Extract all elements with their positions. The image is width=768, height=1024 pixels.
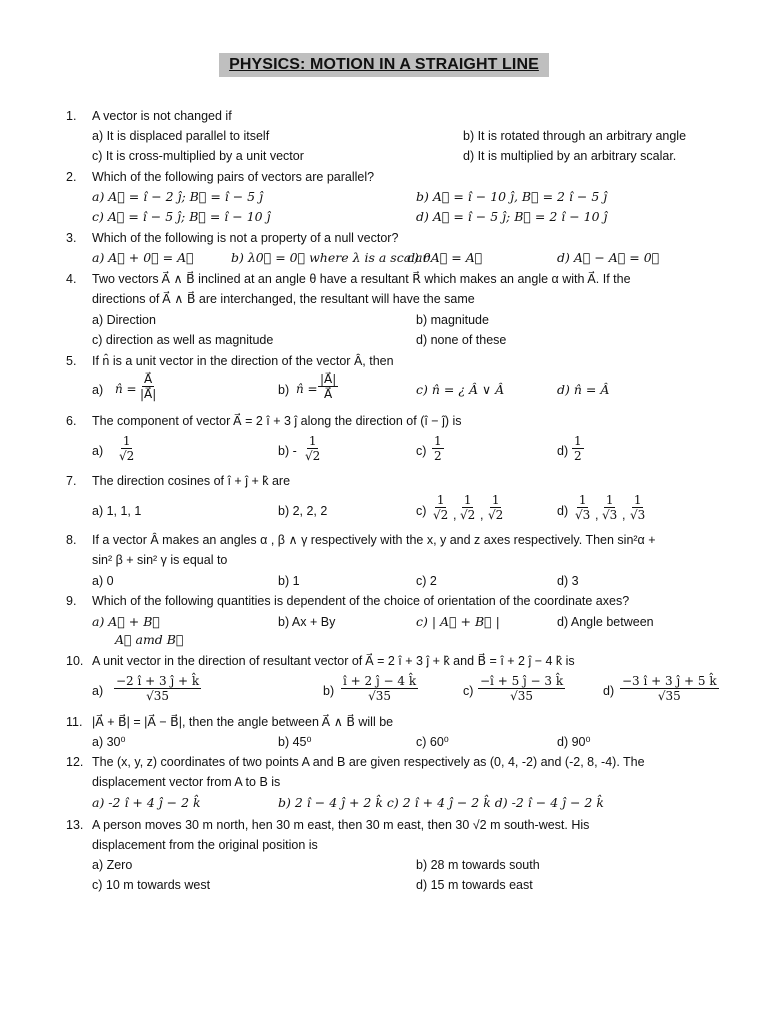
fraction bbox=[620, 674, 719, 703]
option-d: d) It is multiplied by an arbitrary scalar. bbox=[463, 149, 677, 163]
option-a-cont: A⃗ amd B⃗ bbox=[115, 632, 184, 647]
options-row bbox=[0, 310, 768, 330]
question-text: displacement vector from A to B is bbox=[92, 775, 281, 789]
option-d: d) 15 m towards east bbox=[416, 878, 533, 892]
question-1 bbox=[0, 106, 768, 126]
question-8 bbox=[0, 530, 768, 550]
option-b: b) 45⁰ bbox=[278, 735, 312, 749]
option-c: c) 10 m towards west bbox=[92, 878, 211, 892]
question-text: A unit vector in the direction of resultant vector of A⃗ = 2 î + 3 ĵ + k̂ and B⃗ = î + 2 ĵ − 4 k̂ is bbox=[92, 654, 575, 668]
question-number: 13. bbox=[66, 818, 84, 832]
question-text: Which of the following pairs of vectors are parallel? bbox=[92, 170, 375, 184]
question-number: 5. bbox=[66, 354, 77, 368]
option-b-c-d: b) 2 î − 4 ĵ + 2 k̂ c) 2 î + 4 ĵ − 2 k̂ d) -2 î − 4 ĵ − 2 k̂ bbox=[278, 795, 604, 810]
question-text: If n̂ is a unit vector in the direction of the vector Â, then bbox=[92, 354, 394, 368]
comma: , bbox=[595, 508, 599, 522]
question-number: 1. bbox=[66, 109, 77, 123]
option-d: d) bbox=[557, 444, 569, 458]
question-number: 3. bbox=[66, 231, 77, 245]
option-b: b) It is rotated through an arbitrary angle bbox=[463, 129, 687, 143]
options-row bbox=[0, 207, 768, 227]
option-c: c) | A⃗ + B⃗ | bbox=[416, 614, 500, 629]
option-d: d) Angle between bbox=[557, 615, 654, 629]
option-a: a) bbox=[92, 383, 104, 397]
option-a: a) A⃗ = î − 2 ĵ; B⃗ = î − 5 ĵ bbox=[92, 189, 263, 204]
option-a: a) Zero bbox=[92, 858, 133, 872]
option-c: c) n̂ = ¿ Â ∨ Â bbox=[416, 382, 505, 397]
denominator: √2 bbox=[488, 508, 504, 522]
option-b: b) magnitude bbox=[416, 313, 489, 327]
numerator: −2 î + 3 ĵ + k̂ bbox=[116, 674, 200, 688]
denominator: √35 bbox=[510, 689, 534, 703]
numerator: 1 bbox=[436, 493, 445, 507]
question-number: 11. bbox=[66, 715, 83, 729]
option-c: c) A⃗ = î − 5 ĵ; B⃗ = î − 10 ĵ bbox=[92, 209, 271, 224]
numerator: A⃗ bbox=[144, 372, 153, 386]
question-12-cont bbox=[0, 772, 768, 792]
question-text: A vector is not changed if bbox=[92, 109, 232, 123]
question-4-cont bbox=[0, 289, 768, 309]
fraction-lhs: n̂ = bbox=[115, 382, 137, 396]
denominator: √35 bbox=[368, 689, 392, 703]
option-c: c) It is cross-multiplied by a unit vector bbox=[92, 149, 304, 163]
fraction bbox=[318, 372, 338, 401]
option-b: b) bbox=[278, 383, 290, 397]
page-title: PHYSICS: MOTION IN A STRAIGHT LINE bbox=[219, 53, 549, 77]
options-row bbox=[0, 875, 768, 895]
fraction bbox=[432, 434, 444, 463]
option-a: a) Direction bbox=[92, 313, 156, 327]
numerator: 1 bbox=[605, 493, 614, 507]
option-a: a) 30⁰ bbox=[92, 735, 126, 749]
denominator: √2 bbox=[305, 449, 321, 463]
options-row bbox=[0, 330, 768, 350]
options-row bbox=[0, 187, 768, 207]
options-row bbox=[0, 248, 768, 268]
question-4 bbox=[0, 269, 768, 289]
option-a: a) bbox=[92, 444, 104, 458]
comma: , bbox=[622, 508, 626, 522]
fraction bbox=[303, 434, 322, 463]
numerator: 1 bbox=[491, 493, 500, 507]
question-10 bbox=[0, 651, 768, 671]
fraction bbox=[628, 493, 647, 522]
fraction bbox=[486, 493, 505, 522]
option-a: a) It is displaced parallel to itself bbox=[92, 129, 270, 143]
question-text: A person moves 30 m north, hen 30 m east, then 30 m east, then 30 √2 m south-west. His bbox=[92, 818, 590, 832]
fraction bbox=[114, 674, 201, 703]
denominator: √35 bbox=[657, 689, 681, 703]
comma: , bbox=[453, 508, 457, 522]
option-b: b) 1 bbox=[278, 574, 300, 588]
options-row bbox=[0, 441, 768, 461]
option-d: d) A⃗ − A⃗ = 0⃗ bbox=[557, 250, 660, 265]
option-c: c) bbox=[463, 684, 474, 698]
denominator: √35 bbox=[146, 689, 170, 703]
fraction bbox=[431, 493, 450, 522]
numerator: 1 bbox=[578, 493, 587, 507]
option-a: a) A⃗ + 0⃗ = A⃗ bbox=[92, 250, 194, 265]
option-c: c) bbox=[416, 504, 427, 518]
options-row bbox=[0, 793, 768, 813]
numerator: 1 bbox=[122, 434, 131, 448]
option-c: c) direction as well as magnitude bbox=[92, 333, 274, 347]
option-b: b) bbox=[323, 684, 335, 698]
numerator: −3 î + 3 ĵ + 5 k̂ bbox=[622, 674, 717, 688]
denominator: A⃗ bbox=[324, 387, 333, 401]
option-b: b) - bbox=[278, 444, 297, 458]
options-row bbox=[0, 146, 768, 166]
options-row bbox=[0, 126, 768, 146]
question-number: 9. bbox=[66, 594, 77, 608]
question-number: 8. bbox=[66, 533, 77, 547]
question-text: Which of the following quantities is dependent of the choice of orientation of the coordinate axes? bbox=[92, 594, 630, 608]
question-text: The (x, y, z) coordinates of two points A and B are given respectively as (0, 4, -2) and (-2, 8, -4). The bbox=[92, 755, 645, 769]
option-a: a) bbox=[92, 684, 104, 698]
question-text: Two vectors A⃗ ∧ B⃗ inclined at an angle θ have a resultant R⃗ which makes an angle α with A⃗. If the bbox=[92, 272, 631, 286]
denominator: √2 bbox=[460, 508, 476, 522]
options-row bbox=[0, 855, 768, 875]
option-b: b) 28 m towards south bbox=[416, 858, 540, 872]
question-5 bbox=[0, 351, 768, 371]
option-c: c) bbox=[416, 444, 427, 458]
option-c: c) 60⁰ bbox=[416, 735, 449, 749]
denominator: 2 bbox=[434, 449, 442, 463]
question-8-cont bbox=[0, 550, 768, 570]
question-number: 2. bbox=[66, 170, 77, 184]
question-9 bbox=[0, 591, 768, 611]
option-d: d) n̂ = Â bbox=[557, 382, 610, 397]
options-row bbox=[0, 612, 768, 632]
numerator: 1 bbox=[308, 434, 317, 448]
fraction bbox=[572, 434, 584, 463]
denominator: √2 bbox=[433, 508, 449, 522]
option-d: d) 3 bbox=[557, 574, 579, 588]
option-b: b) A⃗ = î − 10 ĵ, B⃗ = 2 î − 5 ĵ bbox=[416, 189, 608, 204]
question-text: The direction cosines of î + ĵ + k̂ are bbox=[92, 474, 291, 488]
options-row bbox=[0, 630, 768, 650]
question-number: 4. bbox=[66, 272, 77, 286]
question-number: 10. bbox=[66, 654, 84, 668]
options-row bbox=[0, 501, 768, 521]
numerator: 1 bbox=[434, 434, 442, 448]
question-2 bbox=[0, 167, 768, 187]
fraction bbox=[341, 674, 418, 703]
option-b: b) λ0⃗ = 0⃗ where λ is a scalar bbox=[231, 250, 429, 265]
option-c: c) 2 bbox=[416, 574, 437, 588]
question-13-cont bbox=[0, 835, 768, 855]
fraction bbox=[573, 493, 592, 522]
question-3 bbox=[0, 228, 768, 248]
option-d: d) 90⁰ bbox=[557, 735, 591, 749]
denominator: √3 bbox=[602, 508, 618, 522]
question-text: directions of A⃗ ∧ B⃗ are interchanged, the resultant will have the same bbox=[92, 292, 475, 306]
question-text: sin² β + sin² γ is equal to bbox=[92, 553, 228, 567]
denominator: √2 bbox=[119, 449, 135, 463]
option-a: a) A⃗ + B⃗ bbox=[92, 614, 160, 629]
option-d: d) bbox=[557, 504, 569, 518]
numerator: |A⃗| bbox=[320, 372, 337, 386]
option-d: d) A⃗ = î − 5 ĵ; B⃗ = 2 î − 10 ĵ bbox=[416, 209, 608, 224]
question-number: 6. bbox=[66, 414, 77, 428]
options-row bbox=[0, 571, 768, 591]
question-13 bbox=[0, 815, 768, 835]
numerator: î + 2 ĵ − 4 k̂ bbox=[343, 674, 417, 688]
denominator: √3 bbox=[575, 508, 591, 522]
question-11 bbox=[0, 712, 768, 732]
numerator: 1 bbox=[574, 434, 582, 448]
option-b: b) 2, 2, 2 bbox=[278, 504, 328, 518]
denominator: 2 bbox=[574, 449, 582, 463]
comma: , bbox=[480, 508, 484, 522]
options-row bbox=[0, 732, 768, 752]
question-12 bbox=[0, 752, 768, 772]
question-text: |A⃗ + B⃗| = |A⃗ − B⃗|, then the angle between A⃗ ∧ B⃗ will be bbox=[92, 715, 394, 729]
option-d: d) bbox=[603, 684, 615, 698]
fraction bbox=[600, 493, 619, 522]
fraction-lhs: n̂ = bbox=[296, 382, 318, 396]
option-d: d) none of these bbox=[416, 333, 507, 347]
question-text: The component of vector A⃗ = 2 î + 3 ĵ along the direction of (î − ĵ) is bbox=[92, 414, 462, 428]
option-c: c) 0A⃗ = A⃗ bbox=[407, 250, 483, 265]
option-a: a) -2 î + 4 ĵ − 2 k̂ bbox=[92, 795, 201, 810]
question-text: Which of the following is not a property of a null vector? bbox=[92, 231, 399, 245]
question-number: 12. bbox=[66, 755, 84, 769]
fraction bbox=[138, 372, 158, 401]
numerator: −î + 5 ĵ − 3 k̂ bbox=[480, 674, 564, 688]
denominator: |A⃗| bbox=[140, 387, 157, 401]
question-7 bbox=[0, 471, 768, 491]
option-a: a) 0 bbox=[92, 574, 114, 588]
question-number: 7. bbox=[66, 474, 77, 488]
fraction bbox=[117, 434, 136, 463]
question-text: If a vector Â makes an angles α , β ∧ γ respectively with the x, y and z axes respectively. Then sin²α + bbox=[92, 533, 656, 547]
fraction bbox=[478, 674, 565, 703]
option-a: a) 1, 1, 1 bbox=[92, 504, 142, 518]
question-6 bbox=[0, 411, 768, 431]
option-b: b) Ax + By bbox=[278, 615, 336, 629]
numerator: 1 bbox=[633, 493, 642, 507]
denominator: √3 bbox=[630, 508, 646, 522]
fraction bbox=[458, 493, 477, 522]
question-text: displacement from the original position is bbox=[92, 838, 318, 852]
numerator: 1 bbox=[463, 493, 472, 507]
